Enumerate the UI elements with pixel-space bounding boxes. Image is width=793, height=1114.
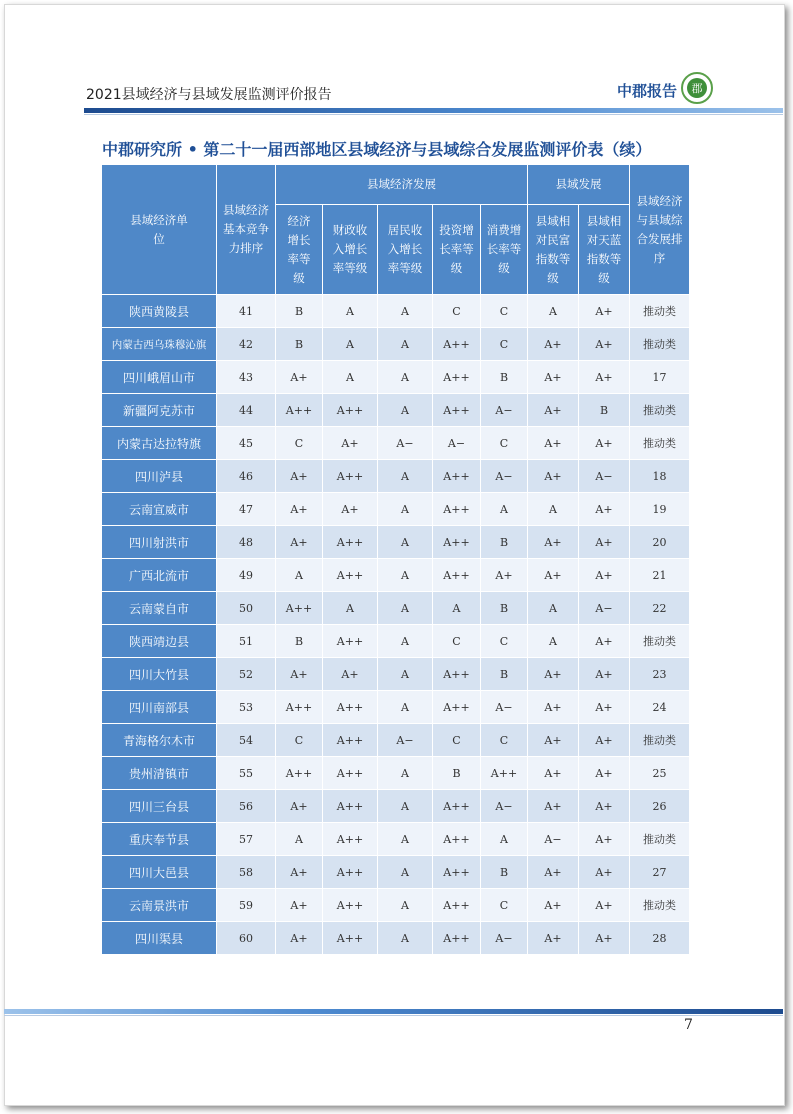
cell-g7: A+ xyxy=(579,493,630,526)
cell-g5: A xyxy=(481,823,528,856)
col-header-overall: 县域经济与县域综合发展排序 xyxy=(630,165,690,295)
table-row xyxy=(102,592,690,625)
cell-g4: A++ xyxy=(433,790,481,823)
cell-overall: 21 xyxy=(630,559,690,592)
col-header-rank: 县域经济基本竞争力排序 xyxy=(217,165,276,295)
cell-unit-name: 云南景洪市 xyxy=(102,889,217,922)
cell-g7: A+ xyxy=(579,526,630,559)
cell-g5: A− xyxy=(481,394,528,427)
cell-g2: A xyxy=(323,361,378,394)
cell-g1: A xyxy=(276,559,323,592)
page-number: 7 xyxy=(684,1017,693,1033)
cell-g7: A+ xyxy=(579,427,630,460)
cell-g3: A xyxy=(378,592,433,625)
cell-g5: A− xyxy=(481,691,528,724)
cell-unit-name: 广西北流市 xyxy=(102,559,217,592)
cell-g1: A+ xyxy=(276,658,323,691)
cell-g1: B xyxy=(276,328,323,361)
cell-g5: B xyxy=(481,592,528,625)
cell-rank: 47 xyxy=(217,493,276,526)
cell-g3: A xyxy=(378,922,433,955)
table-row xyxy=(102,625,690,658)
cell-g1: A++ xyxy=(276,394,323,427)
cell-g2: A++ xyxy=(323,526,378,559)
cell-rank: 54 xyxy=(217,724,276,757)
evaluation-table xyxy=(101,164,690,955)
cell-g3: A xyxy=(378,691,433,724)
col-header-invest: 投资增长率等级 xyxy=(433,205,481,295)
cell-g3: A xyxy=(378,658,433,691)
cell-g7: A+ xyxy=(579,823,630,856)
cell-g2: A++ xyxy=(323,922,378,955)
cell-g7: A+ xyxy=(579,625,630,658)
cell-g2: A xyxy=(323,295,378,328)
cell-g3: A xyxy=(378,361,433,394)
col-header-wealth: 县域相对民富指数等级 xyxy=(528,205,579,295)
cell-overall: 推动类 xyxy=(630,823,690,856)
cell-g4: A++ xyxy=(433,691,481,724)
cell-g7: A+ xyxy=(579,856,630,889)
cell-rank: 41 xyxy=(217,295,276,328)
cell-g4: A++ xyxy=(433,559,481,592)
table-row xyxy=(102,493,690,526)
cell-g2: A++ xyxy=(323,757,378,790)
cell-overall: 19 xyxy=(630,493,690,526)
cell-rank: 50 xyxy=(217,592,276,625)
cell-overall: 28 xyxy=(630,922,690,955)
col-header-sky: 县域相对天蓝指数等级 xyxy=(579,205,630,295)
cell-g4: A− xyxy=(433,427,481,460)
cell-unit-name: 云南宣威市 xyxy=(102,493,217,526)
cell-rank: 60 xyxy=(217,922,276,955)
cell-overall: 推动类 xyxy=(630,889,690,922)
cell-g5: B xyxy=(481,856,528,889)
cell-g7: A+ xyxy=(579,658,630,691)
table-row xyxy=(102,823,690,856)
cell-rank: 42 xyxy=(217,328,276,361)
cell-g3: A− xyxy=(378,724,433,757)
cell-g5: A− xyxy=(481,790,528,823)
cell-overall: 20 xyxy=(630,526,690,559)
cell-unit-name: 四川峨眉山市 xyxy=(102,361,217,394)
cell-g4: A++ xyxy=(433,361,481,394)
cell-g5: C xyxy=(481,295,528,328)
cell-rank: 45 xyxy=(217,427,276,460)
cell-g1: B xyxy=(276,625,323,658)
cell-overall: 25 xyxy=(630,757,690,790)
cell-g7: A+ xyxy=(579,922,630,955)
cell-g4: A++ xyxy=(433,526,481,559)
cell-overall: 推动类 xyxy=(630,724,690,757)
table-row xyxy=(102,658,690,691)
cell-g3: A xyxy=(378,559,433,592)
cell-unit-name: 贵州清镇市 xyxy=(102,757,217,790)
col-group-economy: 县域经济发展 xyxy=(276,165,528,205)
cell-overall: 推动类 xyxy=(630,625,690,658)
table-row xyxy=(102,790,690,823)
cell-g4: A++ xyxy=(433,328,481,361)
cell-g2: A++ xyxy=(323,724,378,757)
col-group-development: 县域发展 xyxy=(528,165,630,205)
cell-g7: A+ xyxy=(579,361,630,394)
cell-g3: A− xyxy=(378,427,433,460)
cell-rank: 49 xyxy=(217,559,276,592)
cell-rank: 58 xyxy=(217,856,276,889)
cell-g1: A+ xyxy=(276,856,323,889)
footer-rule xyxy=(4,1009,783,1014)
cell-g6: A+ xyxy=(528,394,579,427)
cell-g5: B xyxy=(481,658,528,691)
cell-g7: A+ xyxy=(579,724,630,757)
cell-rank: 44 xyxy=(217,394,276,427)
cell-g3: A xyxy=(378,757,433,790)
cell-unit-name: 内蒙古达拉特旗 xyxy=(102,427,217,460)
cell-unit-name: 四川泸县 xyxy=(102,460,217,493)
cell-g6: A+ xyxy=(528,361,579,394)
cell-g7: A− xyxy=(579,592,630,625)
table-row xyxy=(102,526,690,559)
cell-overall: 推动类 xyxy=(630,427,690,460)
cell-rank: 55 xyxy=(217,757,276,790)
table-row xyxy=(102,328,690,361)
cell-g5: B xyxy=(481,526,528,559)
cell-g6: A+ xyxy=(528,559,579,592)
cell-g2: A+ xyxy=(323,427,378,460)
cell-g5: A+ xyxy=(481,559,528,592)
table-row xyxy=(102,295,690,328)
cell-g4: A++ xyxy=(433,823,481,856)
cell-g3: A xyxy=(378,856,433,889)
cell-g6: A xyxy=(528,592,579,625)
cell-g1: B xyxy=(276,295,323,328)
cell-overall: 18 xyxy=(630,460,690,493)
cell-g7: A+ xyxy=(579,889,630,922)
logo-char: 郡 xyxy=(687,78,707,98)
cell-g1: A+ xyxy=(276,493,323,526)
table-row xyxy=(102,427,690,460)
col-header-consume: 消费增长率等级 xyxy=(481,205,528,295)
table-title: 中郡研究所 • 第二十一届西部地区县域经济与县域综合发展监测评价表（续） xyxy=(102,140,652,159)
cell-g5: A xyxy=(481,493,528,526)
cell-g3: A xyxy=(378,394,433,427)
cell-g4: C xyxy=(433,724,481,757)
table-row xyxy=(102,559,690,592)
cell-g7: A− xyxy=(579,460,630,493)
cell-g1: A+ xyxy=(276,790,323,823)
cell-overall: 23 xyxy=(630,658,690,691)
cell-g6: A+ xyxy=(528,691,579,724)
cell-g1: C xyxy=(276,427,323,460)
cell-g5: C xyxy=(481,724,528,757)
cell-unit-name: 陕西黄陵县 xyxy=(102,295,217,328)
cell-g2: A++ xyxy=(323,460,378,493)
cell-g3: A xyxy=(378,526,433,559)
table-row xyxy=(102,922,690,955)
cell-g7: A+ xyxy=(579,790,630,823)
cell-g4: A xyxy=(433,592,481,625)
cell-g1: A+ xyxy=(276,922,323,955)
table-row xyxy=(102,724,690,757)
cell-g6: A+ xyxy=(528,460,579,493)
cell-g5: C xyxy=(481,427,528,460)
cell-rank: 52 xyxy=(217,658,276,691)
cell-unit-name: 四川三台县 xyxy=(102,790,217,823)
cell-g5: C xyxy=(481,889,528,922)
cell-g2: A+ xyxy=(323,493,378,526)
cell-unit-name: 云南蒙自市 xyxy=(102,592,217,625)
cell-g3: A xyxy=(378,460,433,493)
cell-g5: A− xyxy=(481,922,528,955)
cell-g6: A xyxy=(528,625,579,658)
footer-rule-thin xyxy=(4,1015,783,1016)
cell-g1: A++ xyxy=(276,757,323,790)
cell-g6: A xyxy=(528,493,579,526)
cell-g7: A+ xyxy=(579,559,630,592)
table-row xyxy=(102,889,690,922)
cell-unit-name: 青海格尔木市 xyxy=(102,724,217,757)
cell-overall: 22 xyxy=(630,592,690,625)
cell-g1: A+ xyxy=(276,889,323,922)
cell-rank: 53 xyxy=(217,691,276,724)
cell-g2: A++ xyxy=(323,625,378,658)
table-row xyxy=(102,757,690,790)
cell-g3: A xyxy=(378,889,433,922)
cell-unit-name: 四川渠县 xyxy=(102,922,217,955)
brand-logo-icon xyxy=(681,72,713,104)
cell-g4: A++ xyxy=(433,394,481,427)
cell-g2: A++ xyxy=(323,691,378,724)
cell-g5: C xyxy=(481,328,528,361)
cell-g5: B xyxy=(481,361,528,394)
cell-g4: A++ xyxy=(433,889,481,922)
cell-g5: C xyxy=(481,625,528,658)
cell-g3: A xyxy=(378,328,433,361)
cell-g1: A+ xyxy=(276,526,323,559)
cell-unit-name: 重庆奉节县 xyxy=(102,823,217,856)
cell-g6: A+ xyxy=(528,427,579,460)
cell-g6: A xyxy=(528,295,579,328)
cell-rank: 56 xyxy=(217,790,276,823)
cell-g6: A− xyxy=(528,823,579,856)
cell-g6: A+ xyxy=(528,757,579,790)
table-row xyxy=(102,361,690,394)
cell-overall: 24 xyxy=(630,691,690,724)
col-header-income: 居民收入增长率等级 xyxy=(378,205,433,295)
cell-unit-name: 四川大邑县 xyxy=(102,856,217,889)
cell-g1: A++ xyxy=(276,592,323,625)
cell-g7: A+ xyxy=(579,757,630,790)
cell-g6: A+ xyxy=(528,724,579,757)
cell-overall: 27 xyxy=(630,856,690,889)
cell-g3: A xyxy=(378,295,433,328)
cell-g3: A xyxy=(378,493,433,526)
cell-g1: C xyxy=(276,724,323,757)
table-row xyxy=(102,460,690,493)
cell-rank: 43 xyxy=(217,361,276,394)
cell-g7: A+ xyxy=(579,691,630,724)
cell-unit-name: 内蒙古西乌珠穆沁旗 xyxy=(102,328,217,361)
table-row xyxy=(102,856,690,889)
cell-g2: A++ xyxy=(323,889,378,922)
col-header-fiscal: 财政收入增长率等级 xyxy=(323,205,378,295)
cell-g1: A+ xyxy=(276,460,323,493)
cell-g2: A++ xyxy=(323,394,378,427)
cell-g7: B xyxy=(579,394,630,427)
header-rule xyxy=(84,108,783,113)
cell-g5: A++ xyxy=(481,757,528,790)
cell-overall: 17 xyxy=(630,361,690,394)
cell-g7: A+ xyxy=(579,295,630,328)
cell-g4: A++ xyxy=(433,856,481,889)
cell-g2: A++ xyxy=(323,856,378,889)
cell-g2: A++ xyxy=(323,559,378,592)
cell-g2: A xyxy=(323,592,378,625)
cell-g6: A+ xyxy=(528,889,579,922)
cell-g6: A+ xyxy=(528,856,579,889)
cell-overall: 推动类 xyxy=(630,394,690,427)
cell-g4: B xyxy=(433,757,481,790)
table-row xyxy=(102,394,690,427)
cell-overall: 26 xyxy=(630,790,690,823)
col-header-unit: 县域经济单位 xyxy=(102,165,217,295)
cell-rank: 48 xyxy=(217,526,276,559)
cell-rank: 46 xyxy=(217,460,276,493)
cell-overall: 推动类 xyxy=(630,295,690,328)
cell-unit-name: 新疆阿克苏市 xyxy=(102,394,217,427)
cell-g6: A+ xyxy=(528,526,579,559)
cell-g2: A+ xyxy=(323,658,378,691)
col-header-econ-growth: 经济增长率等级 xyxy=(276,205,323,295)
cell-g3: A xyxy=(378,625,433,658)
cell-g3: A xyxy=(378,790,433,823)
cell-rank: 57 xyxy=(217,823,276,856)
cell-g6: A+ xyxy=(528,328,579,361)
cell-g2: A++ xyxy=(323,823,378,856)
header-rule-thin xyxy=(84,114,783,115)
cell-g4: A++ xyxy=(433,460,481,493)
cell-unit-name: 四川射洪市 xyxy=(102,526,217,559)
brand-name: 中郡报告 xyxy=(617,82,678,100)
cell-g1: A+ xyxy=(276,361,323,394)
cell-g4: A++ xyxy=(433,922,481,955)
cell-g1: A xyxy=(276,823,323,856)
cell-unit-name: 四川大竹县 xyxy=(102,658,217,691)
cell-g6: A+ xyxy=(528,790,579,823)
cell-g6: A+ xyxy=(528,658,579,691)
cell-g4: C xyxy=(433,295,481,328)
cell-unit-name: 四川南部县 xyxy=(102,691,217,724)
table-row xyxy=(102,691,690,724)
cell-g2: A xyxy=(323,328,378,361)
cell-rank: 51 xyxy=(217,625,276,658)
cell-unit-name: 陕西靖边县 xyxy=(102,625,217,658)
cell-g4: A++ xyxy=(433,658,481,691)
cell-g2: A++ xyxy=(323,790,378,823)
cell-g6: A+ xyxy=(528,922,579,955)
cell-g5: A− xyxy=(481,460,528,493)
cell-g1: A++ xyxy=(276,691,323,724)
report-title: 2021县域经济与县域发展监测评价报告 xyxy=(86,87,332,103)
cell-rank: 59 xyxy=(217,889,276,922)
cell-g3: A xyxy=(378,823,433,856)
cell-g4: C xyxy=(433,625,481,658)
cell-g7: A+ xyxy=(579,328,630,361)
cell-g4: A++ xyxy=(433,493,481,526)
cell-overall: 推动类 xyxy=(630,328,690,361)
